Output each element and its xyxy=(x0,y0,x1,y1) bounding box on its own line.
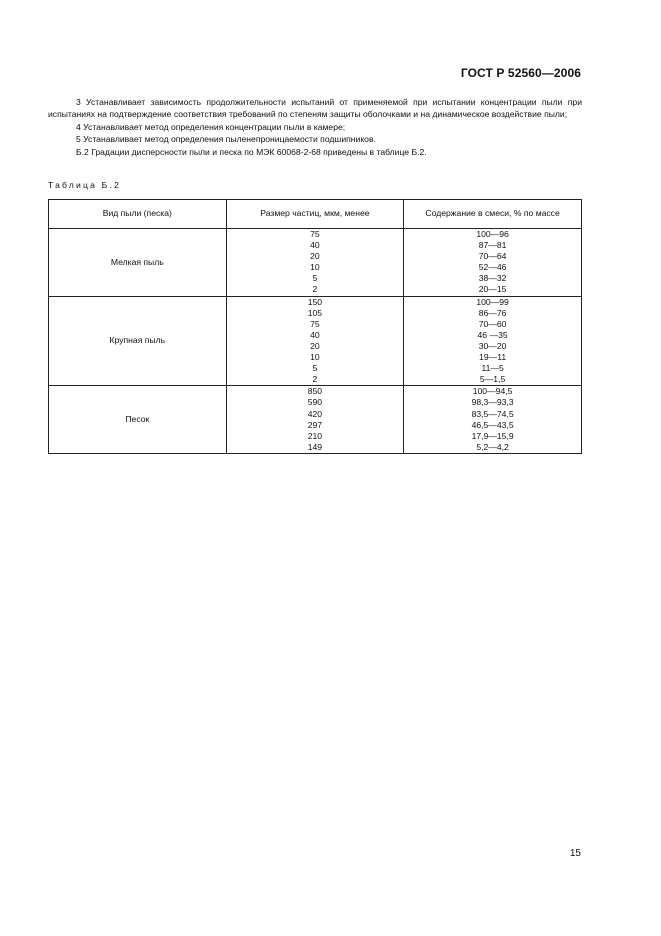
particle-size-value: 5 xyxy=(312,363,318,374)
note-item: Б.2 Градации дисперсности пыли и песка по МЭК 60068-2-68 приведены в таблице Б.2. xyxy=(76,146,427,157)
particle-size-value: 150 xyxy=(307,296,323,307)
particle-size-value: 20 xyxy=(310,251,320,262)
particle-size-value: 105 xyxy=(307,307,323,318)
table-body xyxy=(49,229,582,454)
particle-size-value: 590 xyxy=(307,397,323,408)
mix-content-value: 46 —35 xyxy=(477,329,508,340)
column-header-content: Содержание в смеси, % по массе xyxy=(404,200,582,229)
particle-size-value: 297 xyxy=(307,419,323,430)
mix-content-value: 38—32 xyxy=(478,273,507,284)
note-item: 5 Устанавливает метод определения пыленепроницаемости подшипников. xyxy=(76,134,376,145)
note-item: 4 Устанавливает метод определения концентрации пыли в камере; xyxy=(76,121,346,132)
mix-content-value: 83,5—74,5 xyxy=(471,408,514,419)
mix-content-value: 100—96 xyxy=(476,229,509,239)
column-header-kind: Вид пыли (песка) xyxy=(49,200,227,229)
particle-size-value: 10 xyxy=(310,262,320,273)
dust-kind-cell: Мелкая пыль xyxy=(49,229,227,297)
mix-content-cell xyxy=(404,386,582,454)
mix-content-value: 17,9—15,9 xyxy=(471,430,514,441)
mix-content-value: 52—46 xyxy=(478,262,507,273)
mix-content-value: 11—5 xyxy=(481,363,504,374)
mix-content-value: 5—1,5 xyxy=(479,374,506,385)
table-row xyxy=(49,296,582,386)
particle-size-value: 420 xyxy=(307,408,323,419)
particle-size-cell xyxy=(226,229,404,297)
dust-kind-cell: Песок xyxy=(49,386,227,454)
mix-content-value: 20—15 xyxy=(478,284,507,295)
mix-content-value: 5,2—4,2 xyxy=(476,441,509,452)
mix-content-cell xyxy=(404,296,582,386)
mix-content-value: 70—64 xyxy=(478,251,507,262)
page-number: 15 xyxy=(569,848,581,859)
particle-size-value: 75 xyxy=(310,229,320,239)
column-header-size: Размер частиц, мкм, менее xyxy=(226,200,404,229)
notes-section xyxy=(48,96,582,158)
mix-content-cell xyxy=(404,229,582,297)
mix-content-value: 70—60 xyxy=(478,318,507,329)
table-row xyxy=(49,229,582,297)
particle-size-value: 2 xyxy=(312,284,318,295)
dust-kind-cell: Крупная пыль xyxy=(49,296,227,386)
mix-content-value: 100—99 xyxy=(476,296,509,307)
table-caption: Таблица Б.2 xyxy=(48,180,122,190)
mix-content-value: 87—81 xyxy=(478,240,507,251)
mix-content-value: 98,3—93,3 xyxy=(471,397,514,408)
particle-size-value: 10 xyxy=(310,352,320,363)
particle-size-value: 40 xyxy=(310,329,320,340)
mix-content-value: 19—11 xyxy=(479,352,507,363)
particle-size-cell xyxy=(226,296,404,386)
particle-size-value: 850 xyxy=(307,386,323,397)
note-item: 3 Устанавливает зависимость продолжительности испытаний от применяемой при испытании концентрации пыли при испытаниях на подтверждение соответствия требований по степеням защиты оболочками и на динамическое воздействие пыли; xyxy=(48,97,582,120)
particle-size-value: 2 xyxy=(312,374,318,385)
mix-content-value: 86—76 xyxy=(478,307,507,318)
particle-size-value: 210 xyxy=(307,430,323,441)
particle-size-value: 20 xyxy=(310,340,320,351)
particle-size-cell xyxy=(226,386,404,454)
mix-content-value: 46,5—43,5 xyxy=(471,419,514,430)
particle-size-value: 149 xyxy=(307,441,323,452)
particle-size-value: 40 xyxy=(310,240,320,251)
particle-size-value: 5 xyxy=(312,273,318,284)
document-standard-code: ГОСТ Р 52560—2006 xyxy=(460,66,581,80)
table-header-row xyxy=(49,200,582,229)
table-row xyxy=(49,386,582,454)
dust-gradation-table xyxy=(48,199,582,454)
particle-size-value: 75 xyxy=(310,318,320,329)
mix-content-value: 100—94,5 xyxy=(472,386,513,397)
mix-content-value: 30—20 xyxy=(478,340,507,351)
